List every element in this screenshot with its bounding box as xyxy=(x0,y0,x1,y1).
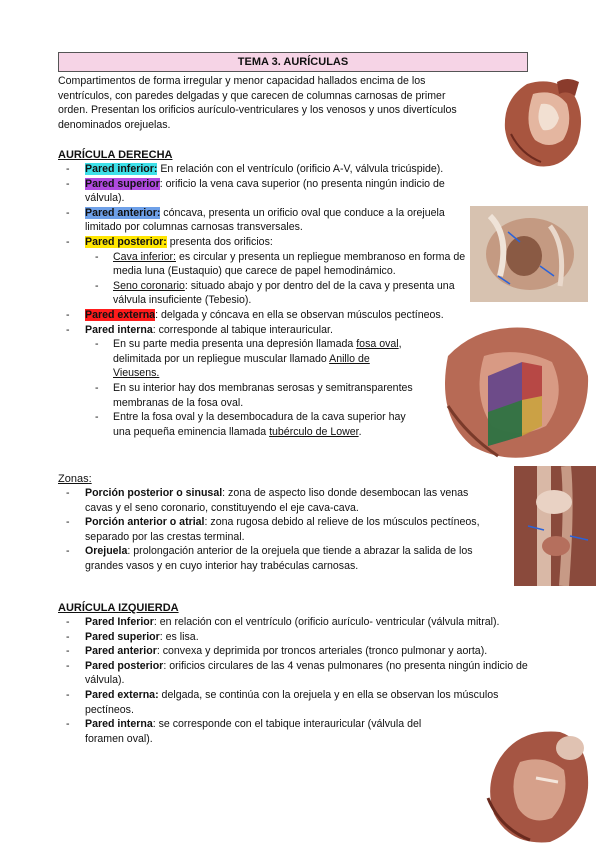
list-item: - Pared superior: es lisa. xyxy=(58,630,528,645)
list-item: - Pared externa: delgada, se continúa con la orejuela y en ella se observan los músculos pectíneos. xyxy=(58,688,528,717)
zonas-list xyxy=(58,486,498,574)
list-item: - Pared anterior: cóncava, presenta un orificio oval que conduce a la orejuela limitado por columnas carnosas transversales. xyxy=(58,206,478,235)
list-item: - Pared Inferior: en relación con el ventrículo (orificio aurículo- ventricular (válvula mitral). xyxy=(58,615,528,630)
right-atrium-list xyxy=(58,162,478,439)
sublist xyxy=(85,250,478,308)
list-item: - Entre la fosa oval y la desembocadura de la cava superior hay una pequeña eminencia llamada tubérculo de Lower. xyxy=(85,410,415,439)
list-item: - Pared externa: delgada y cóncava en ella se observan músculos pectíneos. xyxy=(58,308,478,323)
heart-septum-illustration xyxy=(428,316,594,464)
sublist xyxy=(85,337,415,439)
list-item: - Pared anterior: convexa y deprimida por troncos arteriales (tronco pulmonar y aorta). xyxy=(58,644,528,659)
list-item: - Pared inferior: En relación con el ventrículo (orificio A-V, válvula tricúspide). xyxy=(58,162,478,177)
list-item: - Cava inferior: es circular y presenta un repliegue membranoso en forma de media luna (Eustaquio) que carece de papel hemodinámico. xyxy=(85,250,478,279)
atrium-photo xyxy=(470,206,588,302)
left-atrium-list xyxy=(58,615,528,746)
list-item: - En su parte media presenta una depresión llamada fosa oval, delimitada por un repliegue muscular llamado Anillo de Vieusens. xyxy=(85,337,415,381)
list-item: - Seno coronario: situado abajo y por dentro del de la cava y presenta una válvula insuficiente (Tebesio). xyxy=(85,279,478,308)
heading-right-atrium: AURÍCULA DERECHA xyxy=(58,149,173,161)
list-item: - Pared interna: se corresponde con el tabique interauricular (válvula del foramen oval). xyxy=(58,717,435,746)
page-title: TEMA 3. AURÍCULAS xyxy=(58,52,528,72)
great-vessels-photo xyxy=(514,466,596,586)
intro-paragraph: Compartimentos de forma irregular y menor capacidad hallados encima de los ventrículos, con paredes delgadas y que carecen de columnas carnosas de primer orden. Presentan los orificios aurículo-ventriculares y los venosos y unos divertículos denominados orejuelas. xyxy=(58,75,457,131)
list-item: - Porción anterior o atrial: zona rugosa debido al relieve de los músculos pectíneos, separado por las crestas terminal. xyxy=(58,515,498,544)
list-item: - En su interior hay dos membranas serosas y semitransparentes membranas de la fosa oval. xyxy=(85,381,415,410)
list-item: - Pared posterior: orificios circulares de las 4 venas pulmonares (no presenta ningún indicio de válvula). xyxy=(58,659,528,688)
heart-illustration xyxy=(497,74,589,174)
heading-left-atrium: AURÍCULA IZQUIERDA xyxy=(58,602,179,614)
left-atrium-illustration xyxy=(480,718,596,846)
list-item: - Pared posterior: presenta dos orificios: - Cava inferior: es circular y presenta un repliegue membranoso en forma de media luna (Eustaquio) que carece de papel hemodinámico. - Seno coronario: situado abajo y por dentro del de la cava y presenta una válvula insuficiente (Tebesio). xyxy=(58,235,478,308)
list-item: - Porción posterior o sinusal: zona de aspecto liso donde desembocan las venas cavas y el seno coronario, constituyendo el eje cava-cava. xyxy=(58,486,498,515)
list-item: - Pared interna: corresponde al tabique interauricular. - En su parte media presenta una depresión llamada fosa oval, delimitada por un repliegue muscular llamado Anillo de Vieusens. - En su interior hay dos membranas serosas y semitransparentes membranas de la fosa oval. - Entre la fosa oval y la desembocadura de la cava superior hay una pequeña eminencia llamada tubérculo de Lower. xyxy=(58,323,478,440)
heading-zonas: Zonas: xyxy=(58,473,92,485)
list-item: - Orejuela: prolongación anterior de la orejuela que tiende a abrazar la salida de los grandes vasos y en cuyo interior hay trabéculas carnosas. xyxy=(58,544,498,573)
list-item: - Pared superior: orificio la vena cava superior (no presenta ningún indicio de válvula). xyxy=(58,177,478,206)
